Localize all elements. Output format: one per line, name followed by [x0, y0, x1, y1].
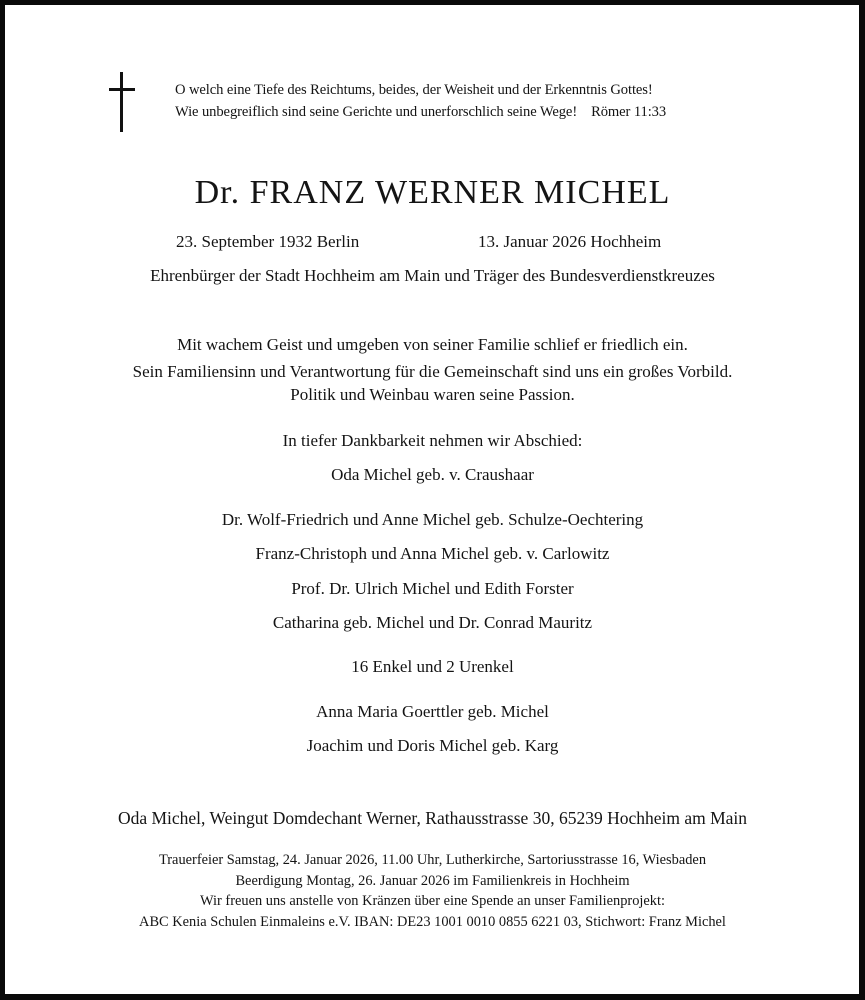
- verse-reference: Römer 11:33: [591, 104, 667, 120]
- verse-line-2: [175, 101, 666, 123]
- name-first: FRANZ: [249, 174, 367, 211]
- honors: Ehrenbürger der Stadt Hochheim am Main und Träger des Bundesverdienstkreuzes: [150, 266, 715, 285]
- mourner-child: Prof. Dr. Ulrich Michel und Edith Forster: [291, 579, 574, 598]
- tribute-line-2: Sein Familiensinn und Verantwortung für die Gemeinschaft sind uns ein großes Vorbild.: [132, 362, 733, 381]
- donation-account: ABC Kenia Schulen Einmaleins e.V. IBAN: DE23 1001 0010 0855 6221 03, Stichwort: Franz Michel: [139, 914, 726, 930]
- cross-horizontal-bar: [109, 88, 135, 91]
- death-date-place: 13. Januar 2026 Hochheim: [478, 232, 662, 251]
- farewell-intro: In tiefer Dankbarkeit nehmen wir Abschied:: [282, 431, 583, 450]
- verse-line-1: O welch eine Tiefe des Reichtums, beides, der Weisheit und der Erkenntnis Gottes!: [175, 82, 653, 98]
- name-middle: WERNER: [374, 174, 525, 211]
- funeral-service-info: Trauerfeier Samstag, 24. Januar 2026, 11.00 Uhr, Lutherkirche, Sartoriusstrasse 16, Wiesbaden: [158, 852, 707, 868]
- tribute-line-1: Mit wachem Geist und umgeben von seiner Familie schlief er friedlich ein.: [177, 335, 688, 354]
- bible-verse: [175, 79, 666, 123]
- name-last: MICHEL: [534, 174, 671, 211]
- mourner-sibling: Anna Maria Goerttler geb. Michel: [316, 702, 549, 721]
- name-title: Dr.: [194, 174, 241, 211]
- mourner-sibling: Joachim und Doris Michel geb. Karg: [306, 736, 559, 755]
- mourner-child: Franz-Christoph und Anna Michel geb. v. Carlowitz: [255, 544, 610, 563]
- cross-vertical-bar: [120, 72, 123, 132]
- donation-request: Wir freuen uns anstelle von Kränzen über eine Spende an unser Familienprojekt:: [200, 893, 665, 909]
- cross-icon: [109, 72, 136, 132]
- burial-info: Beerdigung Montag, 26. Januar 2026 im Familienkreis in Hochheim: [235, 873, 630, 889]
- verse-line-2-text: Wie unbegreiflich sind seine Gerichte und unerforschlich seine Wege!: [175, 104, 578, 120]
- mourner-child: Catharina geb. Michel und Dr. Conrad Mauritz: [272, 613, 593, 632]
- mourner-child: Dr. Wolf-Friedrich und Anne Michel geb. Schulze-Oechtering: [221, 510, 644, 529]
- family-address: Oda Michel, Weingut Domdechant Werner, Rathausstrasse 30, 65239 Hochheim am Main: [117, 808, 748, 828]
- mourner-spouse: Oda Michel geb. v. Craushaar: [331, 465, 534, 484]
- birth-date-place: 23. September 1932 Berlin: [176, 232, 360, 251]
- deceased-name: [5, 171, 860, 215]
- tribute-line-3: Politik und Weinbau waren seine Passion.: [290, 385, 575, 404]
- mourner-grandchildren: 16 Enkel und 2 Urenkel: [351, 657, 514, 676]
